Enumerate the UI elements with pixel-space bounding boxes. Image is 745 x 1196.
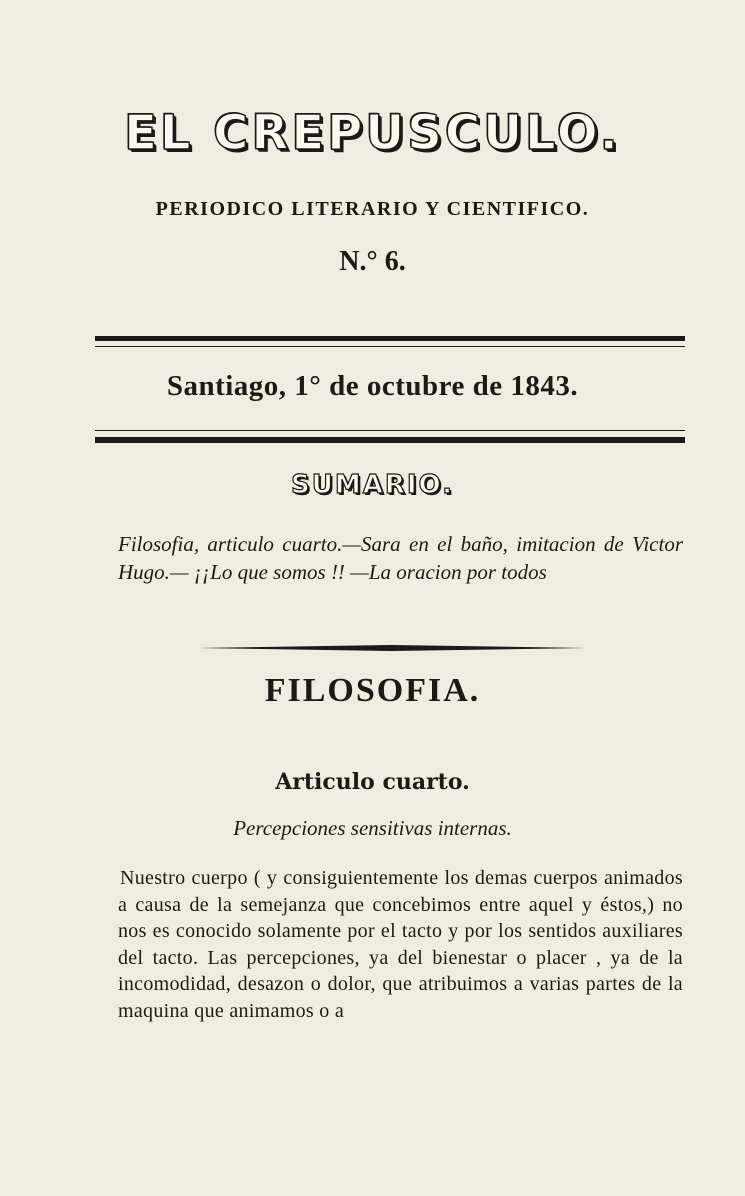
sumario-text: Filosofia, articulo cuarto.—Sara en el baño, imitacion de Victor Hugo.— ¡¡Lo que somos !! —La oracion por todos [118, 532, 683, 584]
article-body: Nuestro cuerpo ( y consiguientemente los demas cuerpos animados a causa de la semejanza que concebimos entre aquel y éstos,) no nos es conocido solamente por el tacto y por los sentidos auxiliares del tacto. Las percepciones, ya del bienestar o placer , ya de la incomodidad, desazon o dolor, que atribuimos a varias partes de la maquina que animamos o a [118, 867, 683, 1022]
dateline: Santiago, 1° de octubre de 1843. [166, 370, 579, 402]
masthead-title: EL CREPUSCULO. [124, 105, 621, 161]
rule-thick-bottom [95, 437, 685, 443]
rule-thin-top [95, 346, 685, 347]
rule-thin-bottom [95, 430, 685, 431]
article-title: Articulo cuarto. [275, 769, 470, 795]
ornamental-divider [197, 645, 587, 651]
issue-number: N.° 6. [339, 246, 406, 277]
rule-thick-top [95, 336, 685, 341]
section-title: FILOSOFIA. [264, 672, 481, 709]
article-subtitle: Percepciones sensitivas internas. [233, 816, 512, 840]
masthead-subtitle: PERIODICO LITERARIO Y CIENTIFICO. [155, 198, 590, 220]
sumario-heading: SUMARIO. [291, 470, 454, 500]
